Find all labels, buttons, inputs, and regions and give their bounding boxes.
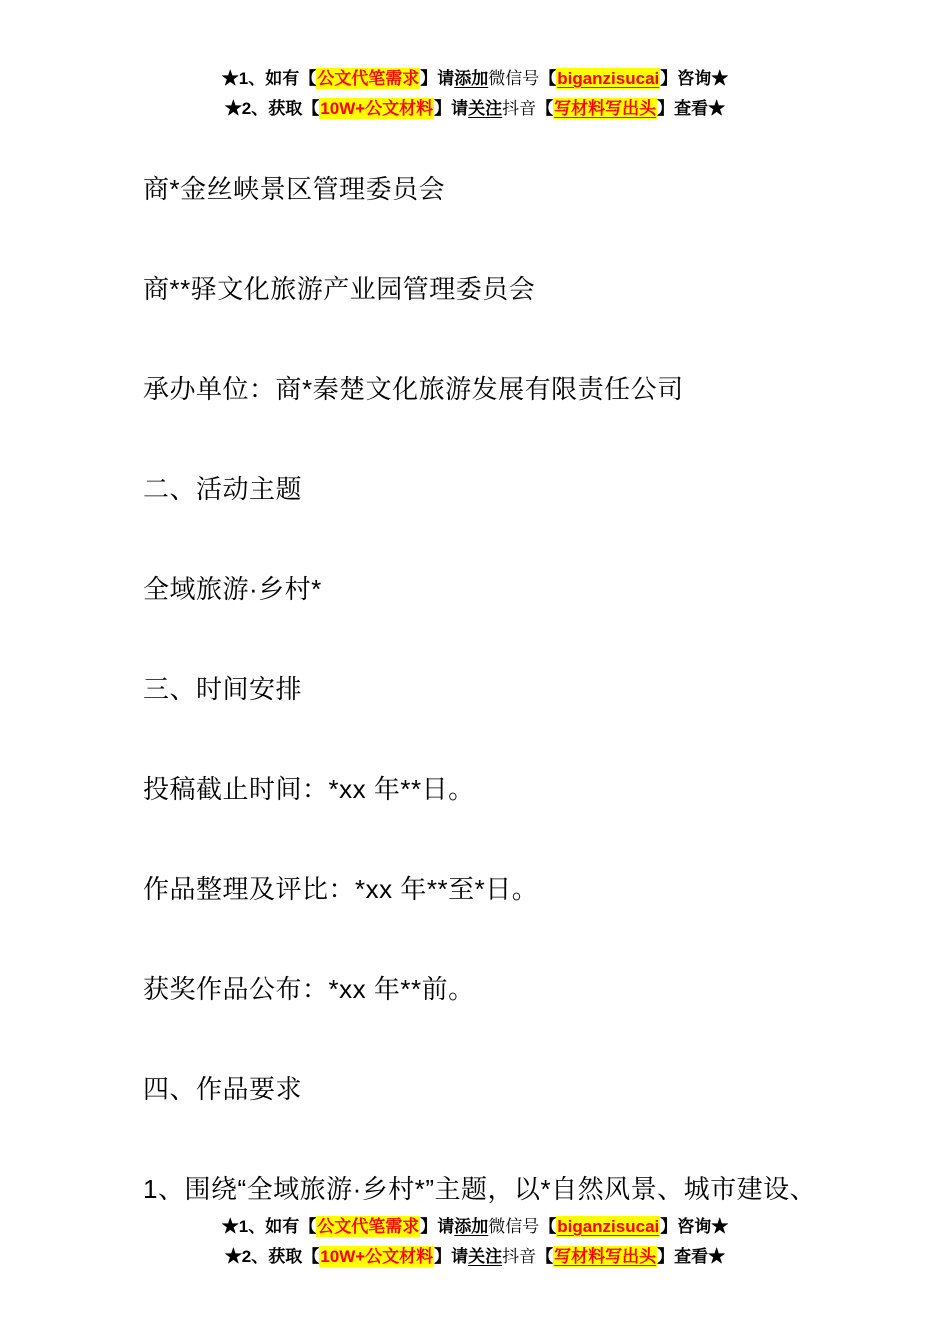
- highlighted-account-id: 写材料写出头: [554, 99, 657, 118]
- paragraph-requirement-item-1: 1、围绕“全域旅游·乡村*”主题，以*自然风景、城市建设、: [143, 1174, 817, 1204]
- heading-activity-theme: 二、活动主题: [143, 474, 303, 504]
- banner-text: ★2、获取【: [224, 1247, 320, 1266]
- banner-text: 】查看★: [657, 99, 726, 118]
- platform-name: 微信号: [488, 1217, 540, 1236]
- banner-text: 【: [536, 1247, 554, 1266]
- banner-line-2: [0, 1242, 950, 1272]
- banner-text: 【: [539, 69, 557, 88]
- platform-name: 微信号: [488, 69, 540, 88]
- paragraph-submit-deadline: 投稿截止时间：*xx 年**日。: [143, 774, 475, 804]
- banner-text: 】请: [420, 69, 455, 88]
- highlighted-keyword: 10W+公文材料: [320, 99, 434, 118]
- underlined-word: 关注: [468, 1247, 503, 1266]
- banner-text: 】咨询★: [660, 1217, 729, 1236]
- paragraph-theme-text: 全域旅游·乡村*: [143, 574, 322, 604]
- paragraph-review-period: 作品整理及评比：*xx 年**至*日。: [143, 874, 539, 904]
- paragraph-organizer-1: 商*金丝峡景区管理委员会: [143, 174, 446, 204]
- banner-line-1: [0, 1212, 950, 1242]
- promo-banner-footer: [0, 1212, 950, 1272]
- highlighted-keyword: 公文代笔需求: [317, 69, 420, 88]
- underlined-word: 添加: [454, 69, 489, 88]
- banner-text: 】请: [434, 1247, 469, 1266]
- banner-text: ★2、获取【: [224, 99, 320, 118]
- heading-work-requirements: 四、作品要求: [143, 1074, 303, 1104]
- paragraph-organizer-2: 商**驿文化旅游产业园管理委员会: [143, 274, 536, 304]
- banner-text: 】咨询★: [660, 69, 729, 88]
- promo-banner-header: [0, 64, 950, 124]
- underlined-word: 关注: [468, 99, 503, 118]
- banner-text: 】查看★: [657, 1247, 726, 1266]
- paragraph-award-announce: 获奖作品公布：*xx 年**前。: [143, 974, 475, 1004]
- banner-text: ★1、如有【: [221, 1217, 317, 1236]
- banner-text: ★1、如有【: [221, 69, 317, 88]
- heading-time-schedule: 三、时间安排: [143, 674, 303, 704]
- highlighted-keyword: 公文代笔需求: [317, 1217, 420, 1236]
- highlighted-account-id: biganzisucai: [557, 1217, 660, 1236]
- highlighted-account-id: 写材料写出头: [554, 1247, 657, 1266]
- banner-text: 】请: [434, 99, 469, 118]
- highlighted-keyword: 10W+公文材料: [320, 1247, 434, 1266]
- paragraph-undertaker: 承办单位：商*秦楚文化旅游发展有限责任公司: [143, 374, 684, 404]
- banner-line-1: [0, 64, 950, 94]
- banner-text: 【: [536, 99, 554, 118]
- highlighted-account-id: biganzisucai: [557, 69, 660, 88]
- platform-name: 抖音: [502, 99, 537, 118]
- platform-name: 抖音: [502, 1247, 537, 1266]
- banner-line-2: [0, 94, 950, 124]
- banner-text: 】请: [420, 1217, 455, 1236]
- banner-text: 【: [539, 1217, 557, 1236]
- underlined-word: 添加: [454, 1217, 489, 1236]
